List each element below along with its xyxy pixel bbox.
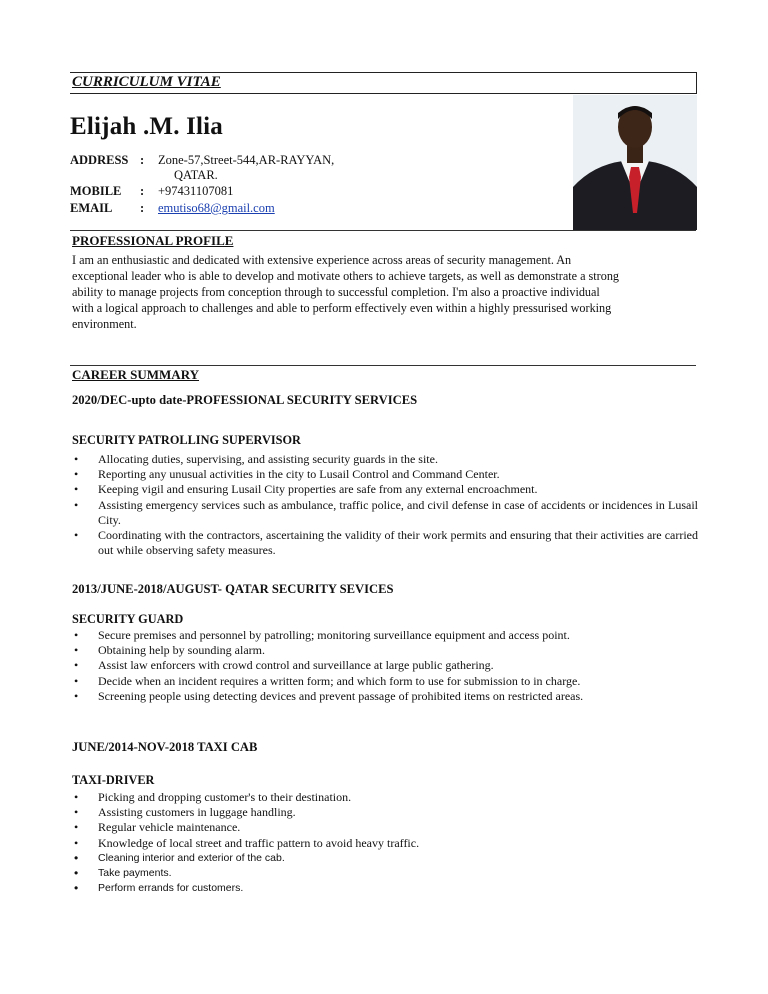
email-link[interactable]: emutiso68@gmail.com	[158, 201, 275, 215]
list-item: • Take payments.	[72, 866, 698, 881]
divider	[70, 365, 696, 366]
list-item: • Coordinating with the contractors, ascertaining the validity of their work permits and ensuring that their activities are carried out while observing safety measures.	[72, 528, 698, 558]
cv-title-box	[70, 72, 697, 94]
address-row: ADDRESS : Zone-57,Street-544,AR-RAYYAN,	[70, 153, 335, 167]
list-item: • Screening people using detecting devices and prevent passage of prohibited items on restricted areas.	[72, 689, 698, 704]
profile-photo	[573, 95, 697, 230]
duty-list	[72, 628, 698, 704]
mobile-row: MOBILE : +97431107081	[70, 184, 234, 198]
list-item: • Decide when an incident requires a written form; and which form to use for submission to in charge.	[72, 674, 698, 689]
list-item: • Assisting customers in luggage handling.	[72, 805, 698, 820]
address-line-1: Zone-57,Street-544,AR-RAYYAN,	[158, 153, 335, 167]
list-item: • Secure premises and personnel by patrolling; monitoring surveillance equipment and access point.	[72, 628, 698, 643]
list-item: • Assisting emergency services such as ambulance, traffic police, and civil defense in case of accidents or incidences in Lusail City.	[72, 498, 698, 528]
job-header: JUNE/2014-NOV-2018 TAXI CAB	[72, 740, 258, 754]
cv-title: CURRICULUM VITAE	[72, 74, 221, 90]
list-item: • Regular vehicle maintenance.	[72, 820, 698, 835]
list-item: • Reporting any unusual activities in the city to Lusail Control and Command Center.	[72, 467, 698, 482]
divider	[70, 230, 696, 231]
list-item: • Keeping vigil and ensuring Lusail City properties are safe from any external encroachment.	[72, 482, 698, 497]
email-label: EMAIL	[70, 201, 113, 215]
address-line-2: QATAR.	[174, 168, 218, 182]
title-rule	[70, 72, 696, 73]
job-role: TAXI-DRIVER	[72, 773, 155, 787]
mobile-number: +97431107081	[158, 184, 234, 198]
list-item: • Perform errands for customers.	[72, 881, 698, 896]
list-item: • Obtaining help by sounding alarm.	[72, 643, 698, 658]
job-header: 2020/DEC-upto date-PROFESSIONAL SECURITY SERVICES	[72, 393, 418, 407]
candidate-name: Elijah .M. Ilia	[70, 113, 224, 140]
duty-list	[72, 452, 698, 558]
portrait-image	[573, 95, 697, 230]
list-item: • Allocating duties, supervising, and assisting security guards in the site.	[72, 452, 698, 467]
job-header: 2013/JUNE-2018/AUGUST- QATAR SECURITY SEVICES	[72, 582, 394, 596]
list-item: • Picking and dropping customer's to their destination.	[72, 790, 698, 805]
duty-list	[72, 790, 698, 896]
profile-heading: PROFESSIONAL PROFILE	[72, 233, 234, 248]
email-row: EMAIL : emutiso68@gmail.com	[70, 201, 275, 215]
job-role: SECURITY GUARD	[72, 612, 184, 626]
job-role: SECURITY PATROLLING SUPERVISOR	[72, 433, 301, 447]
career-heading: CAREER SUMMARY	[72, 367, 200, 382]
list-item: • Knowledge of local street and traffic pattern to avoid heavy traffic.	[72, 836, 698, 851]
address-label: ADDRESS	[70, 153, 129, 167]
list-item: • Cleaning interior and exterior of the cab.	[72, 851, 698, 866]
list-item: • Assist law enforcers with crowd control and surveillance at large public gathering.	[72, 658, 698, 673]
mobile-label: MOBILE	[70, 184, 122, 198]
profile-paragraph: I am an enthusiastic and dedicated with extensive experience across areas of security management. An exceptional leader who is able to develop and motivate others to achieve targets, as well as demonstrate a strong ability to manage projects from conception through to successful completion. I'm also a proactive individual with a logical approach to challenges and able to perform effectively even within a highly pressurised working environment.	[72, 253, 620, 331]
